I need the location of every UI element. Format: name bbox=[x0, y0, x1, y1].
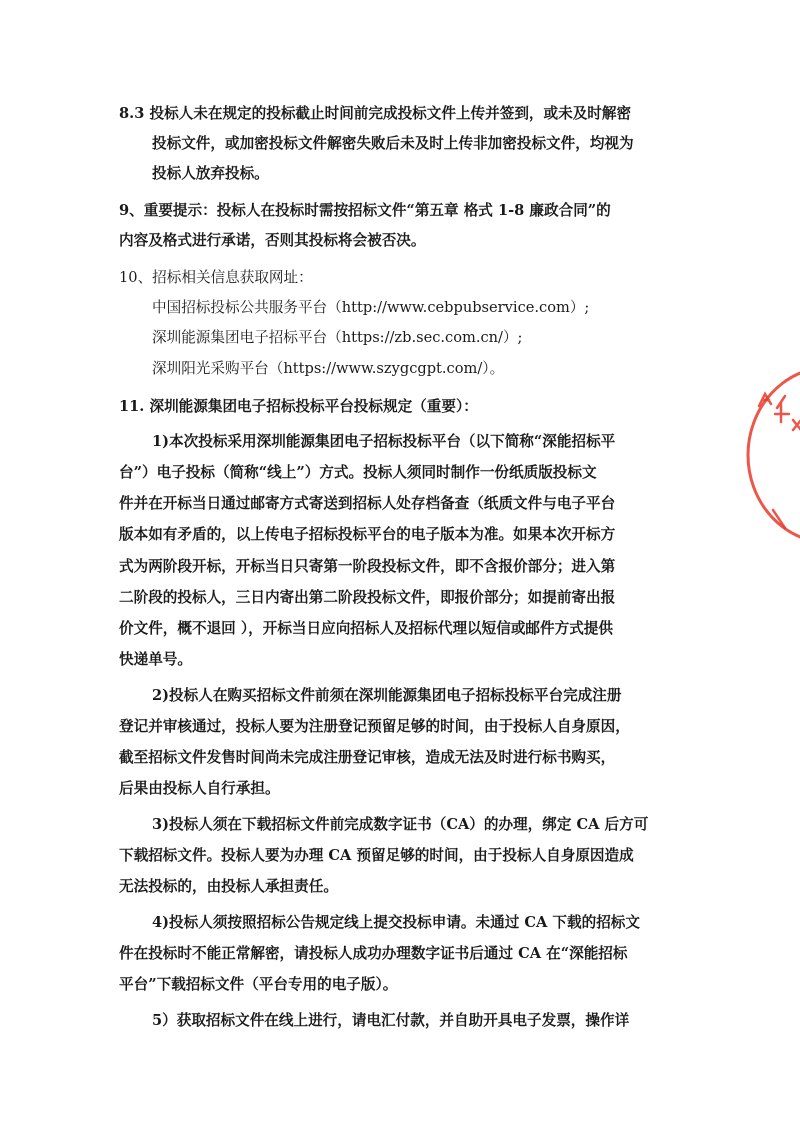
paragraph-9-line-1: 9、重要提示：投标人在投标时需按招标文件“第五章 格式 1-8 廉政合同”的 bbox=[119, 202, 611, 219]
seal-stamp bbox=[735, 360, 800, 550]
rule-1-line-3: 件并在开标当日通过邮寄方式寄送到招标人处存档备查（纸质文件与电子平台 bbox=[119, 495, 616, 512]
rule-2-line-4: 后果由投标人自行承担。 bbox=[119, 780, 280, 797]
section-10-heading: 10、招标相关信息获取网址： bbox=[119, 269, 313, 286]
paragraph-8-3-line-2: 投标文件，或加密投标文件解密失败后未及时上传非加密投标文件，均视为 bbox=[152, 135, 634, 152]
rule-2-line-3: 截至招标文件发售时间尚未完成注册登记审核，造成无法及时进行标书购买， bbox=[119, 749, 616, 766]
paragraph-8-3-line-3: 投标人放弃投标。 bbox=[152, 165, 269, 182]
rule-4-line-1: 4)投标人须按照招标公告规定线上提交投标申请。未通过 CA 下载的招标文 bbox=[152, 914, 640, 931]
seal-glyph-marks bbox=[759, 394, 800, 528]
rule-3-line-2: 下载招标文件。投标人要为办理 CA 预留足够的时间，由于投标人自身原因造成 bbox=[119, 847, 634, 864]
rule-2-line-2: 登记并审核通过，投标人要为注册登记预留足够的时间，由于投标人自身原因， bbox=[119, 718, 630, 735]
rule-2-line-1: 2)投标人在购买招标文件前须在深圳能源集团电子招标投标平台完成注册 bbox=[152, 687, 622, 704]
rule-1-line-6: 二阶段的投标人，三日内寄出第二阶段投标文件，即报价部分；如提前寄出报 bbox=[119, 589, 616, 606]
website-item-sec: 深圳能源集团电子招标平台（https://zb.sec.com.cn/）; bbox=[152, 329, 523, 346]
website-item-cebpubservice: 中国招标投标公共服务平台（http://www.cebpubservice.com）; bbox=[152, 299, 590, 316]
rule-1-line-4: 版本如有矛盾的，以上传电子招标投标平台的电子版本为准。如果本次开标方 bbox=[119, 526, 616, 543]
rule-5-line-1: 5）获取招标文件在线上进行，请电汇付款，并自助开具电子发票，操作详 bbox=[152, 1012, 630, 1029]
rule-4-line-2: 件在投标时不能正常解密，请投标人成功办理数字证书后通过 CA 在“深能招标 bbox=[119, 945, 628, 962]
rule-1-line-5: 式为两阶段开标，开标当日只寄第一阶段投标文件，即不含报价部分；进入第 bbox=[119, 558, 616, 575]
rule-3-line-3: 无法投标的，由投标人承担责任。 bbox=[119, 878, 338, 895]
rule-1-line-7: 价文件，概不退回 ），开标当日应向招标人及招标代理以短信或邮件方式提供 bbox=[119, 620, 613, 637]
rule-1-line-8: 快递单号。 bbox=[119, 651, 192, 668]
rule-4-line-3: 平台”下载招标文件（平台专用的电子版）。 bbox=[119, 976, 398, 993]
paragraph-8-3-line-1: 8.3 投标人未在规定的投标截止时间前完成投标文件上传并签到，或未及时解密 bbox=[119, 105, 632, 122]
section-11-heading: 11. 深圳能源集团电子招标投标平台投标规定（重要）： bbox=[119, 398, 478, 415]
rule-1-line-1: 1)本次投标采用深圳能源集团电子招标投标平台（以下简称“深能招标平 bbox=[152, 433, 616, 450]
paragraph-9-line-2: 内容及格式进行承诺，否则其投标将会被否决。 bbox=[119, 232, 426, 249]
website-item-szygcgpt: 深圳阳光采购平台（https://www.szygcgpt.com/）。 bbox=[152, 360, 505, 377]
rule-3-line-1: 3)投标人须在下载招标文件前完成数字证书（CA）的办理，绑定 CA 后方可 bbox=[152, 816, 649, 833]
rule-1-line-2: 台”）电子投标（简称“线上”）方式。投标人须同时制作一份纸质版投标文 bbox=[119, 464, 597, 481]
seal-ring bbox=[748, 367, 800, 543]
